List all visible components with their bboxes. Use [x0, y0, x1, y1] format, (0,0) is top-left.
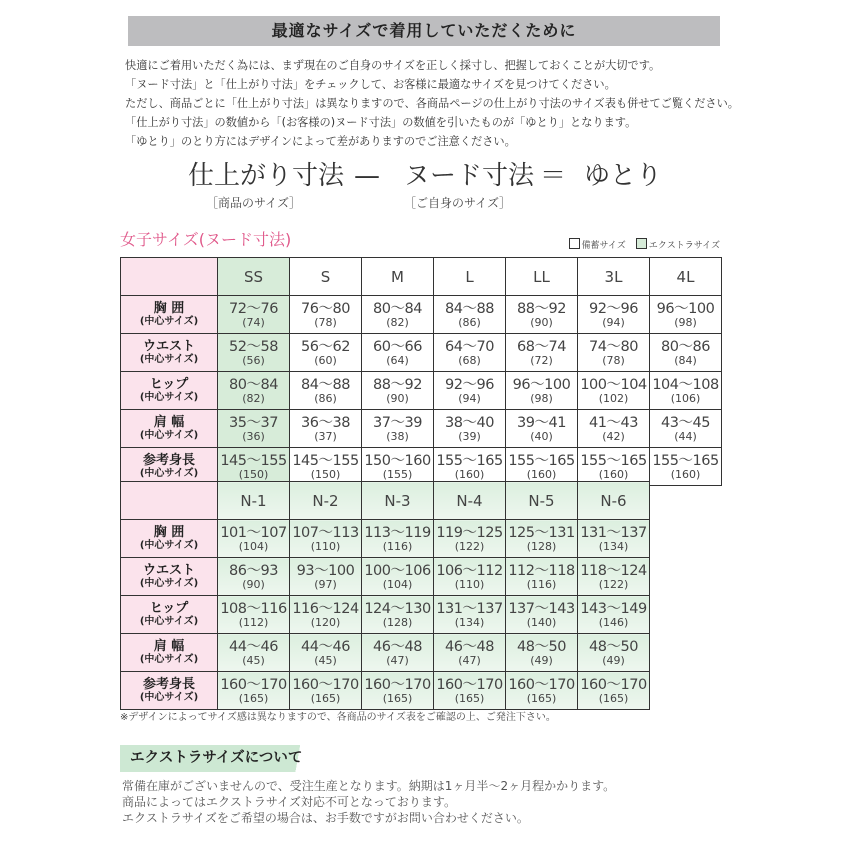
size-range: 43～45: [661, 414, 710, 431]
center-size: (45): [242, 653, 265, 667]
center-size: (84): [674, 353, 697, 367]
corner-cell: [121, 258, 218, 296]
size-range: 37～39: [373, 414, 422, 431]
size-range: 124～130: [364, 600, 431, 617]
center-size: (150): [238, 467, 269, 481]
size-cell: [218, 596, 290, 634]
intro-line: 「仕上がり寸法」の数値から「(お客様の)ヌード寸法」の数値を引いたものが「ゆとり」となります。: [125, 116, 637, 129]
intro-line: 「ゆとり」のとり方にはデザインによって差がありますのでご注意ください。: [125, 135, 516, 148]
table-row: [121, 372, 722, 410]
size-range: 137～143: [508, 600, 575, 617]
size-cell: [434, 448, 506, 486]
size-header: N-3: [362, 482, 434, 520]
intro-line: 「ヌード寸法」と「仕上がり寸法」をチェックして、お客様に最適なサイズを見つけてください。: [125, 78, 616, 91]
size-range: 131～137: [436, 600, 503, 617]
intro-text: [125, 56, 739, 151]
center-size: (104): [238, 539, 269, 553]
extra-section-body: [122, 778, 615, 826]
size-range: 48～50: [517, 638, 566, 655]
size-cell: [362, 448, 434, 486]
center-size: (98): [674, 315, 697, 329]
center-size: (165): [526, 691, 557, 705]
size-range: 131～137: [580, 524, 647, 541]
size-cell: [218, 520, 290, 558]
page-title: 最適なサイズで着用していただくために: [128, 16, 720, 46]
size-range: 80～86: [661, 338, 710, 355]
center-size: (90): [242, 577, 265, 591]
size-cell: [650, 372, 722, 410]
center-size: (42): [602, 429, 625, 443]
extra-line: エクストラサイズをご希望の場合は、お手数ですがお問い合わせください。: [122, 811, 529, 825]
center-size: (116): [382, 539, 413, 553]
center-size: (86): [314, 391, 337, 405]
size-cell: [506, 558, 578, 596]
size-cell: [290, 296, 362, 334]
table-row: [121, 672, 650, 710]
table-row: [121, 334, 722, 372]
table-row: [121, 520, 650, 558]
size-cell: [650, 334, 722, 372]
legend-extra-label: エクストラサイズ: [648, 241, 720, 251]
center-size: (98): [530, 391, 553, 405]
center-size: (122): [454, 539, 485, 553]
row-label: [121, 334, 218, 372]
legend-swatch-white: [569, 238, 580, 249]
size-range: 64～70: [445, 338, 494, 355]
size-range: 96～100: [512, 376, 571, 393]
legend-swatch-green: [636, 238, 647, 249]
size-range: 46～48: [373, 638, 422, 655]
center-size: (160): [670, 467, 701, 481]
center-size: (78): [314, 315, 337, 329]
size-cell: [506, 520, 578, 558]
size-cell: [650, 296, 722, 334]
center-size: (37): [314, 429, 337, 443]
size-cell: [578, 448, 650, 486]
center-size: (110): [310, 539, 341, 553]
center-size: (128): [382, 615, 413, 629]
center-size: (134): [598, 539, 629, 553]
size-range: 160～170: [436, 676, 503, 693]
size-cell: [362, 558, 434, 596]
size-header: SS: [218, 258, 290, 296]
size-cell: [218, 296, 290, 334]
size-range: 74～80: [589, 338, 638, 355]
size-cell: [362, 634, 434, 672]
size-range: 106～112: [436, 562, 503, 579]
size-cell: [290, 672, 362, 710]
size-range: 88～92: [373, 376, 422, 393]
size-range: 104～108: [652, 376, 719, 393]
size-cell: [578, 410, 650, 448]
size-range: 145～155: [220, 452, 287, 469]
row-label: [121, 448, 218, 486]
center-size: (45): [314, 653, 337, 667]
size-cell: [290, 334, 362, 372]
center-size: (49): [530, 653, 553, 667]
center-size: (64): [386, 353, 409, 367]
size-range: 113～119: [364, 524, 431, 541]
intro-line: ただし、商品ごとに「仕上がり寸法」は異なりますので、各商品ページの仕上がり寸法のサイズ表も併せてご覧ください。: [125, 97, 739, 110]
header-row: [121, 258, 722, 296]
row-label-name: ヒップ: [149, 601, 189, 616]
size-range: 108～116: [220, 600, 287, 617]
size-cell: [578, 558, 650, 596]
size-range: 93～100: [296, 562, 355, 579]
size-range: 56～62: [301, 338, 350, 355]
size-cell: [650, 410, 722, 448]
row-label-sub: (中心サイズ): [139, 654, 199, 665]
size-cell: [506, 334, 578, 372]
row-label-name: 参考身長: [142, 677, 195, 692]
size-range: 155～165: [652, 452, 719, 469]
size-range: 160～170: [364, 676, 431, 693]
center-size: (94): [458, 391, 481, 405]
size-range: 125～131: [508, 524, 575, 541]
size-header: N-1: [218, 482, 290, 520]
size-header: N-2: [290, 482, 362, 520]
size-cell: [506, 672, 578, 710]
size-range: 36～38: [301, 414, 350, 431]
size-range: 76～80: [301, 300, 350, 317]
row-label-sub: (中心サイズ): [139, 540, 199, 551]
center-size: (47): [458, 653, 481, 667]
size-range: 84～88: [301, 376, 350, 393]
formula-allowance: ゆとり: [584, 161, 663, 191]
size-cell: [650, 448, 722, 486]
size-cell: [434, 410, 506, 448]
table-row: [121, 558, 650, 596]
center-size: (165): [598, 691, 629, 705]
size-cell: [506, 634, 578, 672]
formula-nude-sub: ［ご自身のサイズ］: [404, 196, 512, 210]
size-cell: [290, 558, 362, 596]
center-size: (150): [310, 467, 341, 481]
size-cell: [290, 372, 362, 410]
size-range: 96～100: [656, 300, 715, 317]
size-header: N-5: [506, 482, 578, 520]
row-label: [121, 410, 218, 448]
center-size: (128): [526, 539, 557, 553]
center-size: (90): [386, 391, 409, 405]
legend-regular-label: 備蓄サイズ: [581, 241, 626, 251]
size-range: 84～88: [445, 300, 494, 317]
row-label: [121, 372, 218, 410]
row-label-name: ウエスト: [142, 339, 195, 354]
size-cell: [290, 448, 362, 486]
legend-extra: [636, 238, 720, 252]
size-range: 86～93: [229, 562, 278, 579]
extra-section-title: エクストラサイズについて: [120, 745, 320, 772]
center-size: (160): [454, 467, 485, 481]
center-size: (60): [314, 353, 337, 367]
size-range: 72～76: [229, 300, 278, 317]
size-cell: [362, 334, 434, 372]
size-range: 116～124: [292, 600, 359, 617]
center-size: (134): [454, 615, 485, 629]
size-range: 88～92: [517, 300, 566, 317]
center-size: (112): [238, 615, 269, 629]
size-range: 119～125: [436, 524, 503, 541]
row-label-sub: (中心サイズ): [139, 354, 199, 365]
size-header: LL: [506, 258, 578, 296]
size-cell: [362, 672, 434, 710]
size-cell: [578, 596, 650, 634]
center-size: (106): [670, 391, 701, 405]
formula-finished-size: 仕上がり寸法: [188, 161, 345, 191]
table-row: [121, 596, 650, 634]
size-cell: [578, 372, 650, 410]
extra-line: 常備在庫がございませんので、受注生産となります。納期は1ヶ月半～2ヶ月程かかります。: [122, 779, 616, 793]
size-range: 39～41: [517, 414, 566, 431]
size-header: S: [290, 258, 362, 296]
size-range: 118～124: [580, 562, 647, 579]
row-label-sub: (中心サイズ): [139, 316, 199, 327]
size-range: 80～84: [229, 376, 278, 393]
size-cell: [434, 520, 506, 558]
size-cell: [578, 296, 650, 334]
size-range: 44～46: [229, 638, 278, 655]
row-label: [121, 596, 218, 634]
center-size: (47): [386, 653, 409, 667]
formula-equals: ＝: [540, 161, 567, 191]
table-row: [121, 448, 722, 486]
size-header: 3L: [578, 258, 650, 296]
size-cell: [578, 672, 650, 710]
row-label: [121, 520, 218, 558]
size-cell: [362, 372, 434, 410]
row-label-name: 肩 幅: [153, 415, 185, 430]
size-range: 155～165: [508, 452, 575, 469]
row-label-name: 胸 囲: [153, 301, 185, 316]
size-cell: [434, 596, 506, 634]
corner-cell: [121, 482, 218, 520]
size-cell: [578, 334, 650, 372]
row-label: [121, 558, 218, 596]
size-range: 38～40: [445, 414, 494, 431]
size-cell: [434, 672, 506, 710]
size-range: 44～46: [301, 638, 350, 655]
row-label-sub: (中心サイズ): [139, 616, 199, 627]
center-size: (82): [386, 315, 409, 329]
size-table-extra: [120, 481, 650, 710]
header-row: [121, 482, 650, 520]
intro-line: 快適にご着用いただく為には、まず現在のご自身のサイズを正しく採寸し、把握しておくことが大切です。: [125, 59, 661, 72]
size-cell: [218, 334, 290, 372]
row-label: [121, 296, 218, 334]
size-cell: [506, 448, 578, 486]
center-size: (122): [598, 577, 629, 591]
size-range: 160～170: [508, 676, 575, 693]
size-cell: [218, 672, 290, 710]
size-cell: [218, 410, 290, 448]
size-range: 150～160: [364, 452, 431, 469]
size-range: 155～165: [436, 452, 503, 469]
size-cell: [506, 296, 578, 334]
row-label-sub: (中心サイズ): [139, 692, 199, 703]
size-cell: [218, 634, 290, 672]
size-range: 112～118: [508, 562, 575, 579]
size-range: 41～43: [589, 414, 638, 431]
size-cell: [578, 634, 650, 672]
center-size: (165): [382, 691, 413, 705]
center-size: (78): [602, 353, 625, 367]
row-label-sub: (中心サイズ): [139, 392, 199, 403]
size-range: 143～149: [580, 600, 647, 617]
size-cell: [434, 296, 506, 334]
center-size: (38): [386, 429, 409, 443]
size-range: 92～96: [445, 376, 494, 393]
formula-finished-sub: ［商品のサイズ］: [206, 196, 302, 210]
size-range: 52～58: [229, 338, 278, 355]
size-header: 4L: [650, 258, 722, 296]
row-label: [121, 672, 218, 710]
center-size: (165): [238, 691, 269, 705]
center-size: (155): [382, 467, 413, 481]
size-header: N-4: [434, 482, 506, 520]
size-range: 107～113: [292, 524, 359, 541]
table-row: [121, 410, 722, 448]
size-range: 35～37: [229, 414, 278, 431]
table-row: [121, 634, 650, 672]
size-header: L: [434, 258, 506, 296]
size-range: 155～165: [580, 452, 647, 469]
size-cell: [434, 372, 506, 410]
center-size: (49): [602, 653, 625, 667]
center-size: (90): [530, 315, 553, 329]
center-size: (74): [242, 315, 265, 329]
legend-regular: [569, 238, 626, 252]
size-cell: [578, 520, 650, 558]
center-size: (102): [598, 391, 629, 405]
table-row: [121, 296, 722, 334]
size-range: 101～107: [220, 524, 287, 541]
size-cell: [218, 448, 290, 486]
row-label-name: ウエスト: [142, 563, 195, 578]
size-range: 68～74: [517, 338, 566, 355]
size-range: 100～104: [580, 376, 647, 393]
row-label-name: 胸 囲: [153, 525, 185, 540]
center-size: (140): [526, 615, 557, 629]
size-cell: [290, 410, 362, 448]
size-cell: [434, 558, 506, 596]
size-header: M: [362, 258, 434, 296]
row-label: [121, 634, 218, 672]
center-size: (86): [458, 315, 481, 329]
size-range: 60～66: [373, 338, 422, 355]
size-cell: [434, 634, 506, 672]
size-cell: [362, 596, 434, 634]
size-range: 160～170: [292, 676, 359, 693]
section-title: 女子サイズ(ヌード寸法): [120, 230, 292, 249]
formula-minus: —: [354, 161, 380, 191]
size-cell: [218, 558, 290, 596]
row-label-sub: (中心サイズ): [139, 430, 199, 441]
size-cell: [506, 410, 578, 448]
row-label-sub: (中心サイズ): [139, 468, 199, 479]
size-table-regular: [120, 257, 722, 486]
note: ※デザインによってサイズ感は異なりますので、各商品のサイズ表をご確認の上、ご発注下さい。: [120, 712, 556, 723]
size-cell: [506, 596, 578, 634]
center-size: (120): [310, 615, 341, 629]
center-size: (82): [242, 391, 265, 405]
center-size: (165): [454, 691, 485, 705]
size-range: 46～48: [445, 638, 494, 655]
center-size: (116): [526, 577, 557, 591]
center-size: (146): [598, 615, 629, 629]
size-cell: [290, 520, 362, 558]
size-range: 48～50: [589, 638, 638, 655]
size-cell: [362, 520, 434, 558]
center-size: (160): [526, 467, 557, 481]
size-range: 92～96: [589, 300, 638, 317]
size-cell: [218, 372, 290, 410]
size-range: 80～84: [373, 300, 422, 317]
legend: [569, 238, 720, 252]
size-range: 145～155: [292, 452, 359, 469]
center-size: (110): [454, 577, 485, 591]
size-range: 160～170: [220, 676, 287, 693]
row-label-name: ヒップ: [149, 377, 189, 392]
row-label-name: 参考身長: [142, 453, 195, 468]
size-cell: [290, 634, 362, 672]
size-header: N-6: [578, 482, 650, 520]
center-size: (160): [598, 467, 629, 481]
row-label-name: 肩 幅: [153, 639, 185, 654]
size-range: 160～170: [580, 676, 647, 693]
center-size: (39): [458, 429, 481, 443]
center-size: (40): [530, 429, 553, 443]
center-size: (165): [310, 691, 341, 705]
center-size: (104): [382, 577, 413, 591]
row-label-sub: (中心サイズ): [139, 578, 199, 589]
center-size: (36): [242, 429, 265, 443]
size-cell: [290, 596, 362, 634]
center-size: (97): [314, 577, 337, 591]
center-size: (44): [674, 429, 697, 443]
size-cell: [506, 372, 578, 410]
size-range: 100～106: [364, 562, 431, 579]
extra-line: 商品によってはエクストラサイズ対応不可となっております。: [122, 795, 456, 809]
center-size: (68): [458, 353, 481, 367]
formula-nude-size: ヌード寸法: [404, 161, 535, 191]
size-cell: [362, 410, 434, 448]
center-size: (56): [242, 353, 265, 367]
center-size: (72): [530, 353, 553, 367]
size-cell: [362, 296, 434, 334]
center-size: (94): [602, 315, 625, 329]
size-cell: [434, 334, 506, 372]
